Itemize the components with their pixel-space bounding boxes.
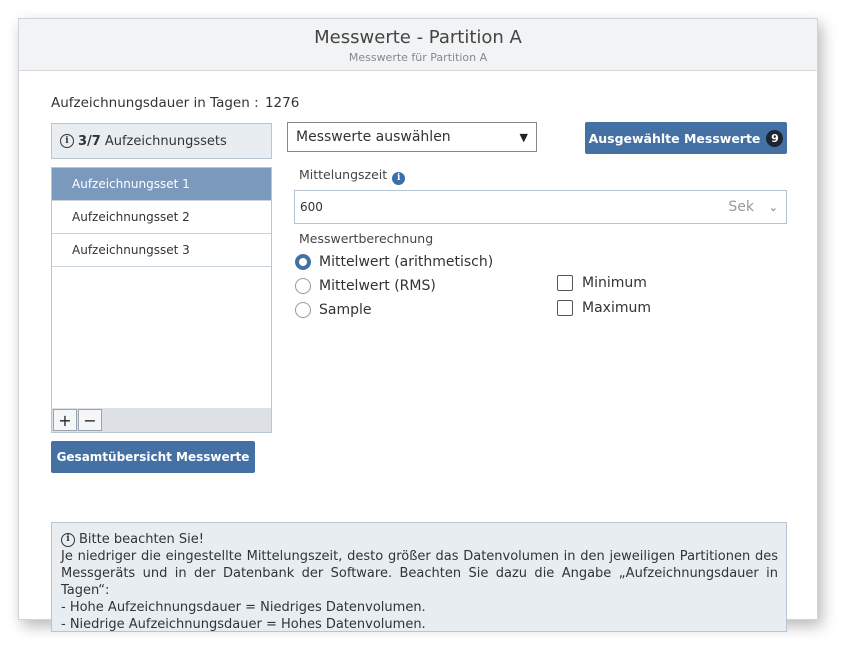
set-list-item-1[interactable] [52,168,271,201]
radio-button[interactable] [295,302,311,318]
note-header [61,531,778,548]
set-count-label: Aufzeichnungssets [104,133,227,149]
averaging-label: Mittelungszeit [299,167,388,182]
set-list-item-label: Aufzeichnungsset 3 [72,243,190,257]
radio-rms[interactable] [295,278,436,294]
note-line-low: - Niedrige Aufzeichnungsdauer = Hohes Datenvolumen. [61,617,426,632]
recording-duration [51,95,299,111]
radio-sample[interactable] [295,302,372,318]
set-list-item-label: Aufzeichnungsset 1 [72,177,190,191]
recording-duration-value: 1276 [264,95,300,111]
averaging-time-value: 600 [300,200,323,214]
dialog-panel [18,18,818,632]
dialog-subtitle: Messwerte für Partition A [348,51,488,64]
set-counter [51,123,272,159]
overview-button[interactable]: Gesamtübersicht Messwerte [51,441,255,473]
set-list [51,167,272,433]
set-list-item-3[interactable] [52,234,271,267]
note-title: Bitte beachten Sie! [79,532,204,547]
info-circle-icon: i [60,134,74,148]
recording-duration-label: Aufzeichnungsdauer in Tagen : [51,95,263,111]
dialog-header [19,19,817,71]
radio-label: Sample [319,302,372,318]
set-list-item-label: Aufzeichnungsset 2 [72,210,190,224]
note-body: Je niedriger die eingestellte Mittelungszeit, desto größer das Datenvolumen in den jeweiligen Partitionen des Messgeräts und in der Datenbank der Software. Beachten Sie dazu die Angabe „Aufzeichnungsdauer in Tagen“: [61,549,778,598]
checkbox-label: Maximum [582,300,651,316]
measure-select[interactable] [287,122,537,152]
selected-measures-button[interactable] [585,122,787,154]
caret-down-icon: ▼ [519,130,528,144]
set-list-toolbar [52,408,271,432]
remove-set-button[interactable]: − [78,409,102,431]
set-list-item-2[interactable] [52,201,271,234]
unit-select[interactable]: Sek [728,199,754,215]
checkbox-minimum[interactable] [557,275,647,291]
radio-button-checked[interactable] [295,254,311,270]
info-circle-icon: i [61,533,75,547]
checkbox[interactable] [557,275,573,291]
set-count: 3/7 [78,133,101,149]
checkbox[interactable] [557,300,573,316]
checkbox-maximum[interactable] [557,300,651,316]
averaging-time-input[interactable] [294,190,787,224]
measure-select-value: Messwerte auswählen [296,129,451,145]
averaging-label-row [299,167,405,185]
info-icon[interactable]: i [392,172,405,185]
info-note [51,522,787,632]
selected-measures-label: Ausgewählte Messwerte [588,130,761,146]
radio-label: Mittelwert (RMS) [319,278,436,294]
selected-count-badge: 9 [766,130,783,147]
dialog-title: Messwerte - Partition A [314,27,522,48]
chevron-down-icon: ⌄ [768,200,778,214]
radio-arithmetic[interactable] [295,254,493,270]
add-set-button[interactable]: + [53,409,77,431]
note-line-high: - Hohe Aufzeichnungsdauer = Niedriges Datenvolumen. [61,600,426,615]
calculation-label: Messwertberechnung [299,231,434,246]
radio-button[interactable] [295,278,311,294]
radio-label: Mittelwert (arithmetisch) [319,254,494,270]
checkbox-label: Minimum [582,275,647,291]
